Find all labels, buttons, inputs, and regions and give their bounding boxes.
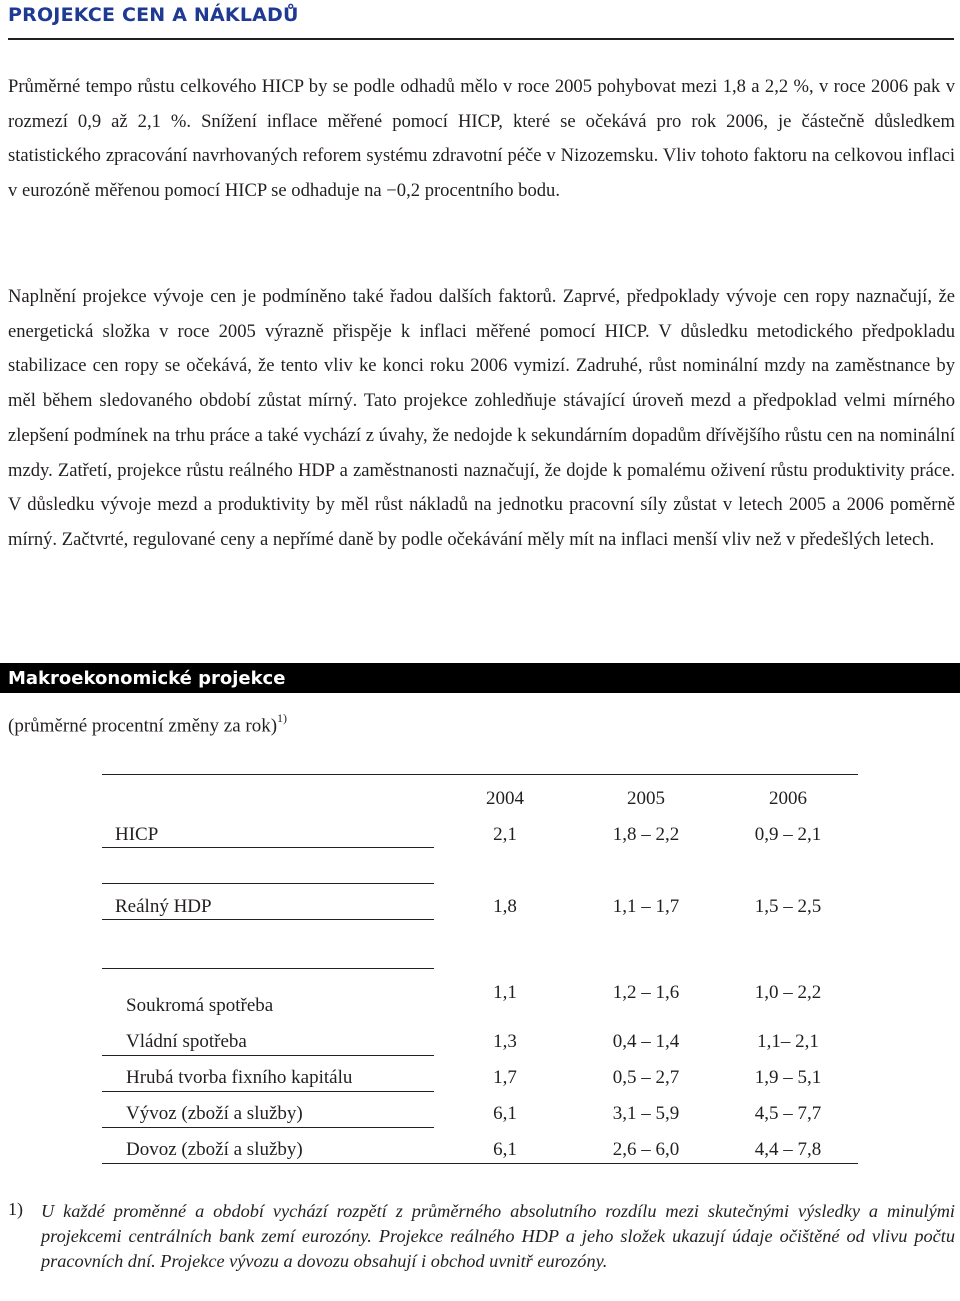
page-heading: PROJEKCE CEN A NÁKLADŮ <box>8 4 299 26</box>
table-cell: 1,2 – 1,6 <box>612 982 680 1003</box>
paragraph-risk-factors: Naplnění projekce vývoje cen je podmíněno také řadou dalších faktorů. Zaprvé, předpoklady vývoje cen ropy naznačují, že energetická složka v roce 2005 výrazně přispěje k inflaci měřené pomocí HICP. V důsledku metodického předpokladu stabilizace cen ropy se očekává, že tento vliv ke konci roku 2006 vymizí. Zadruhé, růst nominální mzdy na zaměstnance by měl během sledovaného období zůstat mírný. Tato projekce zohledňuje stávající úroveň mezd a předpoklad velmi mírného zlepšení podmínek na trhu práce a také vychází z úvahy, že nedojde k sekundárním dopadům dřívějšího růstu cen na nominální mzdy. Zatřetí, projekce růstu reálného HDP a zaměstnanosti naznačují, že dojde k pomalému oživení růstu produktivity práce. V důsledku vývoje mezd a produktivity by měl růst nákladů na jednotku pracovní síly zůstat v letech 2005 a 2006 poměrně mírný. Začtvrté, regulované ceny a nepřímé daně by podle očekávání měly mít na inflaci menší vliv než v předešlých letech. <box>8 286 955 550</box>
row-label-exports: Vývoz (zboží a služby) <box>126 1103 303 1124</box>
column-header-2005: 2005 <box>627 788 665 809</box>
table-cell: 1,8 – 2,2 <box>612 824 680 845</box>
table-cell: 6,1 <box>493 1139 517 1160</box>
heading-underline <box>8 38 954 40</box>
table-cell: 1,3 <box>493 1031 517 1052</box>
table-cell: 1,5 – 2,5 <box>754 896 822 917</box>
row-rule <box>102 883 434 884</box>
column-header-2006: 2006 <box>769 788 807 809</box>
footnote-number: 1) <box>8 1199 23 1219</box>
table-cell: 0,5 – 2,7 <box>612 1067 680 1088</box>
row-rule <box>102 968 434 969</box>
table-cell: 4,5 – 7,7 <box>754 1103 822 1124</box>
footnote-text: U každé proměnné a období vychází rozpětí z průměrného absolutního rozdílu mezi skutečnými výsledky a minulými projekcemi centrálních bank zemí eurozóny. Projekce reálného HDP a jeho složek ukazují údaje očištěné od vlivu počtu pracovních dní. Projekce vývozu a dovozu obsahují i obchod uvnitř eurozóny. <box>41 1201 955 1271</box>
column-header-2004: 2004 <box>486 788 524 809</box>
table-cell: 1,1 <box>493 982 517 1003</box>
paragraph-hicp-outlook: Průměrné tempo růstu celkového HICP by se podle odhadů mělo v roce 2005 pohybovat mezi 1,8 a 2,2 %, v roce 2006 pak v rozmezí 0,9 až 2,1 %. Snížení inflace měřené pomocí HICP, které se očekává pro rok 2006, je částečně důsledkem statistického zpracování navrhovaných reforem systému zdravotní péče v Nizozemsku. Vliv tohoto faktoru na celkovou inflaci v eurozóně měřenou pomocí HICP se odhaduje na −0,2 procentního bodu. <box>8 76 955 202</box>
box-subtitle <box>8 713 287 737</box>
table-cell: 2,1 <box>493 824 517 845</box>
table-bottom-rule <box>102 1163 858 1164</box>
box-title: Makroekonomické projekce <box>0 663 960 693</box>
table-top-rule <box>102 774 858 775</box>
table-cell: 1,8 <box>493 896 517 917</box>
row-rule <box>102 1091 434 1092</box>
table-cell: 2,6 – 6,0 <box>612 1139 680 1160</box>
table-cell: 4,4 – 7,8 <box>754 1139 822 1160</box>
row-rule <box>102 919 434 920</box>
row-rule <box>102 1055 434 1056</box>
footnote-reference: 1) <box>277 711 288 725</box>
table-cell: 1,1 – 1,7 <box>612 896 680 917</box>
row-label-real-gdp: Reálný HDP <box>115 896 212 917</box>
table-cell: 3,1 – 5,9 <box>612 1103 680 1124</box>
table-cell: 1,7 <box>493 1067 517 1088</box>
table-cell: 1,1– 2,1 <box>757 1031 819 1052</box>
box-subtitle-text: (průměrné procentní změny za rok) <box>8 715 278 737</box>
row-rule <box>102 847 434 848</box>
row-label-gross-fixed-capital: Hrubá tvorba fixního kapitálu <box>126 1067 353 1088</box>
table-cell: 0,9 – 2,1 <box>754 824 822 845</box>
row-label-imports: Dovoz (zboží a služby) <box>126 1139 303 1160</box>
row-label-private-consumption: Soukromá spotřeba <box>126 995 274 1016</box>
table-cell: 1,0 – 2,2 <box>754 982 822 1003</box>
row-label-government-consumption: Vládní spotřeba <box>126 1031 247 1052</box>
row-rule <box>102 1127 434 1128</box>
table-cell: 1,9 – 5,1 <box>754 1067 822 1088</box>
table-cell: 0,4 – 1,4 <box>612 1031 680 1052</box>
row-label-hicp: HICP <box>115 824 159 845</box>
table-cell: 6,1 <box>493 1103 517 1124</box>
